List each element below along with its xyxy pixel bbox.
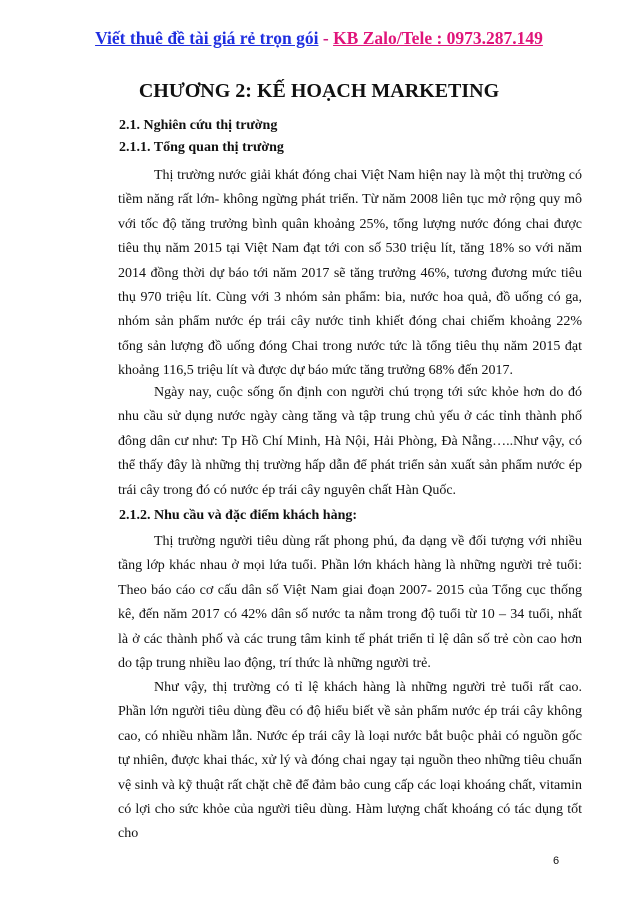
service-link[interactable]: Viết thuê đề tài giá rẻ trọn gói	[95, 28, 319, 48]
paragraph-market-overview: Thị trường nước giải khát đóng chai Việt Nam hiện nay là một thị trường có tiềm năng rất lớn- không ngừng phát triển. Từ năm 2008 liên tục mở rộng quy mô với tốc độ tăng trưởng bình quân khoảng 25%, tổng lượng nước đóng chai được tiêu thụ năm 2015 tại Việt Nam đạt tới con số 530 triệu lít, tăng 18% so với năm 2014 đồng thời dự báo tới năm 2017 sẽ tăng trưởng 46%, tương đương mức tiêu thụ 970 triệu lít. Cùng với 3 nhóm sản phẩm: bia, nước hoa quả, đồ uống có ga, nhóm sản phẩm nước ép trái cây nước tinh khiết đóng chai chiếm khoảng 22% tổng sản lượng đồ uống đóng Chai trong nước tức là tổng tiêu thụ năm 2015 đạt khoảng 116,5 triệu lít và được dự báo mức tăng trưởng 68% đến 2017.	[118, 168, 582, 379]
paragraph-health-demand: Ngày nay, cuộc sống ổn định con người chú trọng tới sức khỏe hơn do đó nhu cầu sử dụng nước ngày càng tăng và tập trung chủ yếu ở các tỉnh thành phố đông dân cư như: Tp Hồ Chí Minh, Hà Nội, Hải Phòng, Đà Nẵng…..Như vậy, có thể thấy đây là những thị trường hấp dẫn để phát triển sản xuất sản phẩm nước ép trái cây trong đó có nước ép trái cây nguyên chất Hàn Quốc.	[118, 385, 582, 498]
page-number: 6	[553, 855, 560, 867]
contact-link[interactable]: KB Zalo/Tele : 0973.287.149	[333, 28, 543, 48]
paragraph-consumer-market: Thị trường người tiêu dùng rất phong phú, đa dạng về đối tượng với nhiều tầng lớp khác nhau ở mọi lứa tuổi. Phần lớn khách hàng là những người trẻ tuổi: Theo báo cáo cơ cấu dân số Việt Nam giai đoạn 2007- 2015 của Tổng cục thống kê, đến năm 2017 có 42% dân số nước ta nằm trong độ tuổi từ 10 – 34 tuổi, nhất là ở các thành phố và các trung tâm kinh tế phát triển tỉ lệ dân số trẻ còn cao hơn do tập trung nhiều lao động, trí thức là những người trẻ.	[118, 534, 582, 672]
page-header	[0, 28, 638, 49]
section-heading-2-1: 2.1. Nghiên cứu thị trường	[119, 118, 278, 133]
header-separator: -	[318, 28, 334, 48]
section-heading-2-1-1: 2.1.1. Tổng quan thị trường	[119, 140, 284, 155]
paragraph-young-customers: Như vậy, thị trường có tỉ lệ khách hàng là những người trẻ tuổi rất cao. Phần lớn người tiêu dùng đều có độ hiểu biết về sản phẩm nước ép trái cây không cao, có nhiều nhầm lẫn. Nước ép trái cây là loại nước bắt buộc phải có nguồn gốc tự nhiên, được khai thác, xử lý và đóng chai ngay tại nguồn theo những tiêu chuẩn vệ sinh và kỹ thuật rất chặt chẽ để đảm bảo cung cấp các loại khoáng chất, vitamin có lợi cho sức khỏe của người tiêu dùng. Hàm lượng chất khoáng có tác dụng tốt cho	[118, 680, 582, 842]
chapter-title: CHƯƠNG 2: KẾ HOẠCH MARKETING	[138, 80, 500, 102]
section-heading-2-1-2: 2.1.2. Nhu cầu và đặc điểm khách hàng:	[119, 508, 358, 523]
